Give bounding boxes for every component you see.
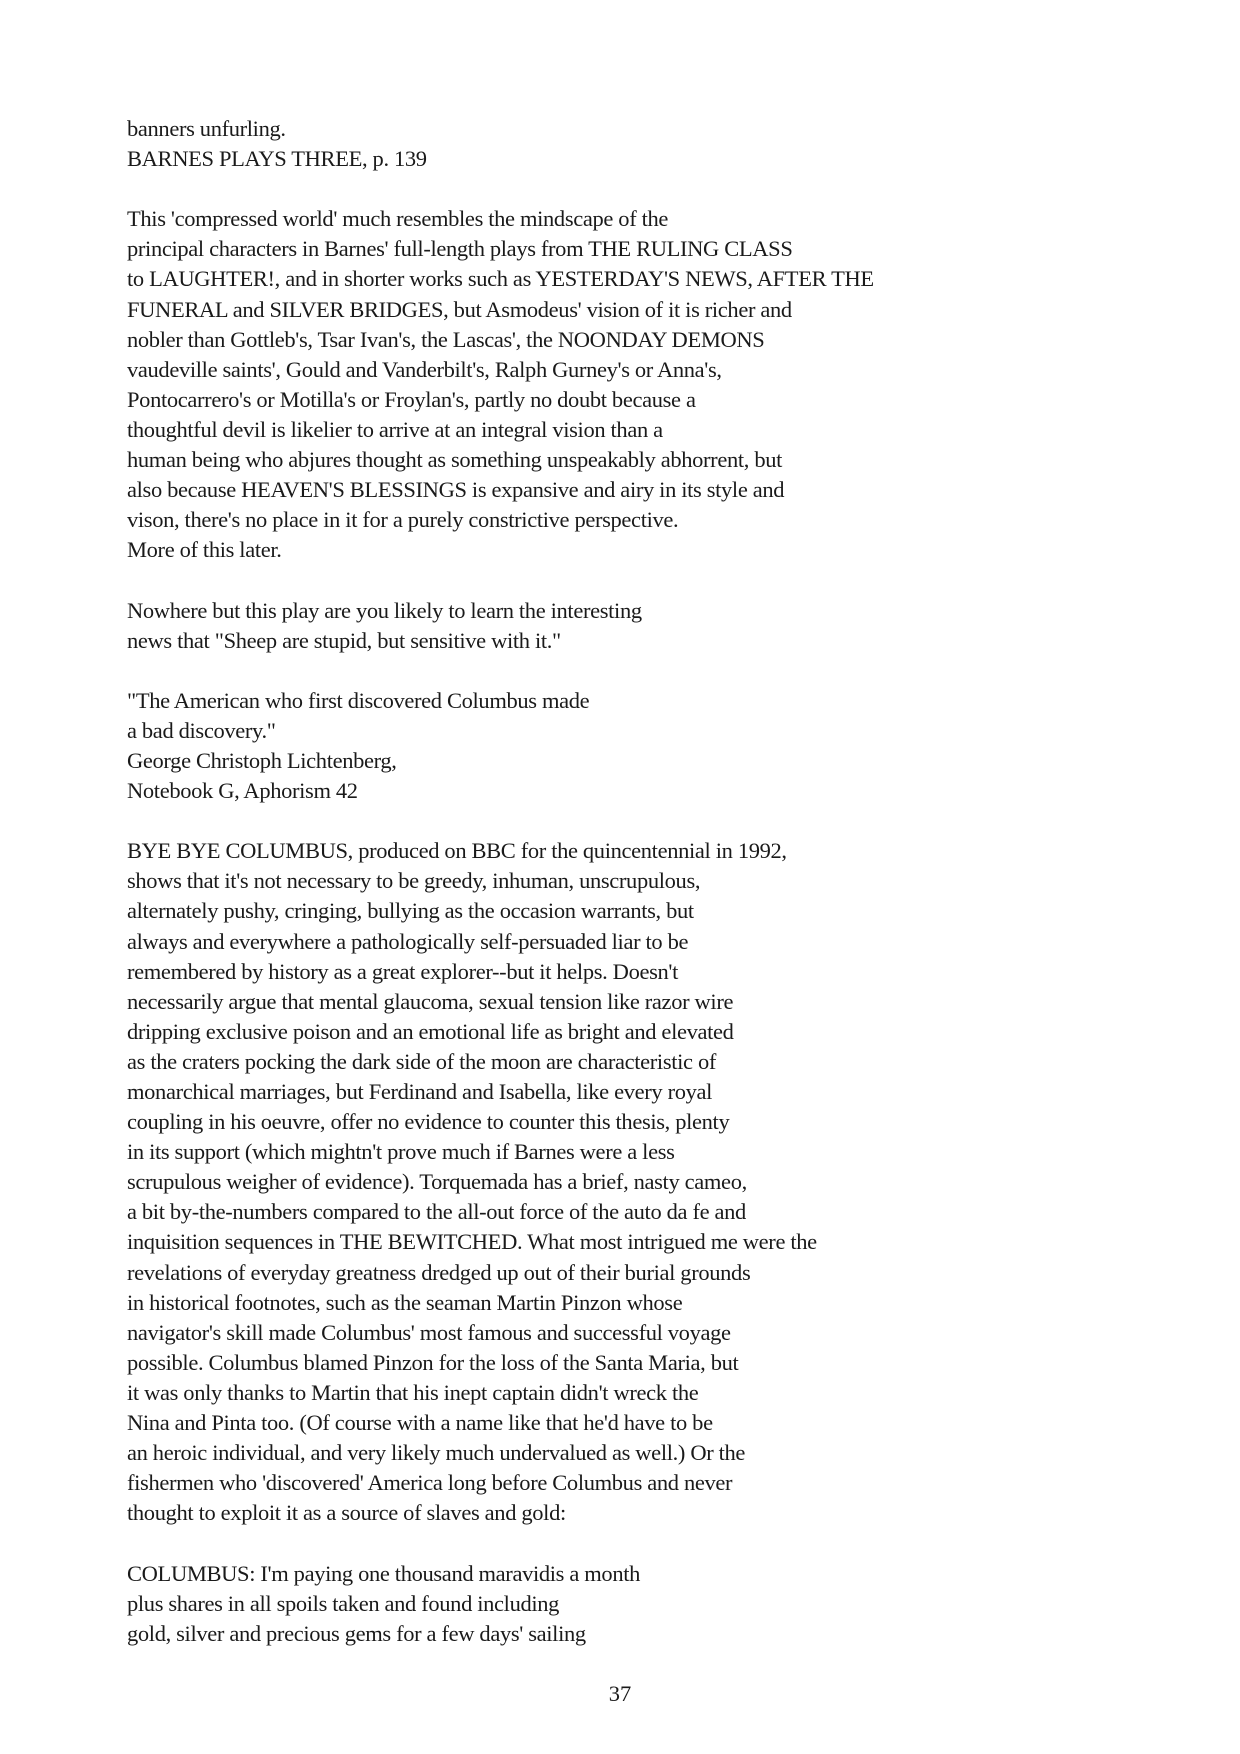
text-line: vison, there's no place in it for a purely constrictive perspective.	[127, 507, 679, 533]
text-line: as the craters pocking the dark side of the moon are characteristic of	[127, 1048, 716, 1074]
text-line: Nina and Pinta too. (Of course with a name like that he'd have to be	[127, 1410, 713, 1436]
paragraph	[127, 836, 1127, 1528]
text-line: "The American who first discovered Columbus made	[127, 687, 590, 713]
text-line: BYE BYE COLUMBUS, produced on BBC for the quincentennial in 1992,	[127, 838, 787, 864]
text-line: also because HEAVEN'S BLESSINGS is expansive and airy in its style and	[127, 477, 785, 503]
text-line: plus shares in all spoils taken and found including	[127, 1590, 560, 1616]
text-line: thought to exploit it as a source of slaves and gold:	[127, 1500, 566, 1526]
text-line: Nowhere but this play are you likely to learn the interesting	[127, 597, 642, 623]
text-line: revelations of everyday greatness dredged up out of their burial grounds	[127, 1259, 751, 1285]
text-line: in its support (which mightn't prove much if Barnes were a less	[127, 1139, 675, 1165]
text-line: in historical footnotes, such as the seaman Martin Pinzon whose	[127, 1289, 683, 1315]
text-line: coupling in his oeuvre, offer no evidence to counter this thesis, plenty	[127, 1109, 730, 1135]
text-line: inquisition sequences in THE BEWITCHED. What most intrigued me were the	[127, 1229, 817, 1255]
paragraph	[127, 204, 1127, 565]
text-line: This 'compressed world' much resembles the mindscape of the	[127, 206, 669, 232]
text-line: necessarily argue that mental glaucoma, sexual tension like razor wire	[127, 988, 734, 1014]
text-line: shows that it's not necessary to be greedy, inhuman, unscrupulous,	[127, 868, 701, 894]
text-line: monarchical marriages, but Ferdinand and Isabella, like every royal	[127, 1079, 713, 1104]
text-line: More of this later.	[127, 537, 282, 563]
paragraph	[127, 1559, 1127, 1649]
text-line: remembered by history as a great explorer--but it helps. Doesn't	[127, 958, 679, 984]
text-line: to LAUGHTER!, and in shorter works such as YESTERDAY'S NEWS, AFTER THE	[127, 266, 874, 292]
text-line: scrupulous weigher of evidence). Torquemada has a brief, nasty cameo,	[127, 1169, 747, 1195]
text-line: always and everywhere a pathologically self-persuaded liar to be	[127, 928, 689, 954]
text-line: vaudeville saints', Gould and Vanderbilt's, Ralph Gurney's or Anna's,	[127, 356, 722, 382]
text-line: principal characters in Barnes' full-length plays from THE RULING CLASS	[127, 236, 793, 262]
text-line: alternately pushy, cringing, bullying as the occasion warrants, but	[127, 898, 694, 924]
text-line: news that "Sheep are stupid, but sensitive with it."	[127, 627, 561, 653]
paragraph	[127, 596, 1127, 656]
paragraph	[127, 114, 1127, 174]
text-line: a bit by-the-numbers compared to the all-out force of the auto da fe and	[127, 1199, 746, 1225]
text-line: nobler than Gottleb's, Tsar Ivan's, the Lascas', the NOONDAY DEMONS	[127, 326, 765, 352]
text-line: possible. Columbus blamed Pinzon for the loss of the Santa Maria, but	[127, 1349, 739, 1375]
text-line: an heroic individual, and very likely much undervalued as well.) Or the	[127, 1440, 746, 1466]
text-line: dripping exclusive poison and an emotional life as bright and elevated	[127, 1018, 734, 1044]
text-line: a bad discovery."	[127, 717, 276, 743]
text-line: navigator's skill made Columbus' most famous and successful voyage	[127, 1319, 731, 1345]
text-line: human being who abjures thought as something unspeakably abhorrent, but	[127, 447, 783, 473]
page-number: 37	[608, 1681, 632, 1706]
body-text	[127, 114, 1127, 1679]
text-line: banners unfurling.	[127, 116, 286, 141]
text-line: it was only thanks to Martin that his inept captain didn't wreck the	[127, 1379, 699, 1405]
paragraph	[127, 686, 1127, 806]
text-line: Notebook G, Aphorism 42	[127, 778, 358, 804]
text-line: FUNERAL and SILVER BRIDGES, but Asmodeus' vision of it is richer and	[127, 296, 792, 322]
text-line: Pontocarrero's or Motilla's or Froylan's, partly no doubt because a	[127, 386, 696, 412]
text-line: George Christoph Lichtenberg,	[127, 747, 397, 773]
text-line: fishermen who 'discovered' America long before Columbus and never	[127, 1470, 733, 1496]
text-line: gold, silver and precious gems for a few days' sailing	[127, 1620, 586, 1646]
text-line: COLUMBUS: I'm paying one thousand maravidis a month	[127, 1560, 641, 1586]
text-line: BARNES PLAYS THREE, p. 139	[127, 146, 427, 172]
text-line: thoughtful devil is likelier to arrive at an integral vision than a	[127, 416, 663, 442]
